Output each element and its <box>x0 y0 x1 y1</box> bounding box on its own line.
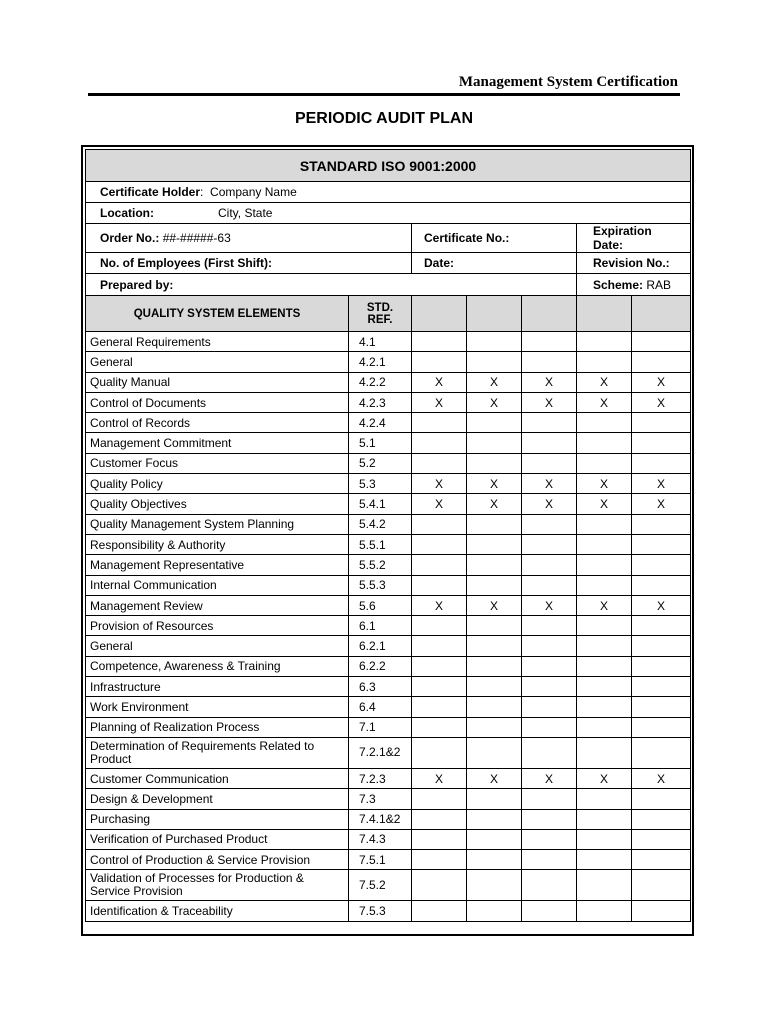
element-std-ref: 6.4 <box>349 697 412 717</box>
audit-mark-cell <box>577 789 632 809</box>
audit-mark-cell: X <box>522 494 577 514</box>
element-std-ref: 6.3 <box>349 677 412 697</box>
audit-mark-cell <box>577 809 632 829</box>
expiration-date-field: Expiration Date: <box>577 224 691 253</box>
element-std-ref: 5.5.1 <box>349 534 412 554</box>
element-std-ref: 7.5.3 <box>349 901 412 921</box>
audit-mark-cell <box>522 433 577 453</box>
table-row <box>86 809 691 829</box>
audit-mark-cell <box>467 555 522 575</box>
audit-mark-cell <box>522 850 577 870</box>
element-name: General Requirements <box>86 332 349 352</box>
element-name: Management Commitment <box>86 433 349 453</box>
audit-mark-cell <box>632 534 691 554</box>
column-header-audit-4 <box>577 296 632 332</box>
audit-mark-cell <box>632 697 691 717</box>
location-field <box>86 203 691 224</box>
element-name: Control of Production & Service Provision <box>86 850 349 870</box>
element-std-ref: 5.1 <box>349 433 412 453</box>
audit-mark-cell <box>412 829 467 849</box>
element-name: Responsibility & Authority <box>86 534 349 554</box>
audit-mark-cell <box>632 677 691 697</box>
audit-mark-cell <box>577 737 632 768</box>
table-row <box>86 870 691 901</box>
audit-mark-cell <box>467 850 522 870</box>
element-name: Quality Policy <box>86 474 349 494</box>
element-name: Quality Objectives <box>86 494 349 514</box>
audit-mark-cell <box>467 697 522 717</box>
audit-mark-cell: X <box>632 768 691 788</box>
audit-mark-cell <box>632 514 691 534</box>
element-std-ref: 5.3 <box>349 474 412 494</box>
audit-mark-cell <box>577 575 632 595</box>
element-name: General <box>86 636 349 656</box>
audit-mark-cell <box>632 413 691 433</box>
element-name: Quality Manual <box>86 372 349 392</box>
element-name: Verification of Purchased Product <box>86 829 349 849</box>
audit-mark-cell <box>412 636 467 656</box>
element-std-ref: 7.4.3 <box>349 829 412 849</box>
element-std-ref: 5.5.2 <box>349 555 412 575</box>
scheme-label: Scheme: <box>593 277 644 292</box>
audit-mark-cell: X <box>522 595 577 615</box>
audit-mark-cell: X <box>577 494 632 514</box>
audit-mark-cell <box>522 453 577 473</box>
standard-heading: STANDARD ISO 9001:2000 <box>86 150 691 182</box>
audit-mark-cell: X <box>522 768 577 788</box>
element-name: Competence, Awareness & Training <box>86 656 349 676</box>
audit-mark-cell <box>467 656 522 676</box>
revision-no-field: Revision No.: <box>577 253 691 274</box>
table-row <box>86 575 691 595</box>
audit-mark-cell <box>522 901 577 921</box>
audit-mark-cell: X <box>632 494 691 514</box>
audit-mark-cell <box>467 616 522 636</box>
audit-mark-cell <box>412 575 467 595</box>
audit-mark-cell <box>522 514 577 534</box>
table-row <box>86 616 691 636</box>
audit-mark-cell <box>467 332 522 352</box>
element-name: Internal Communication <box>86 575 349 595</box>
audit-mark-cell <box>522 352 577 372</box>
table-row <box>86 474 691 494</box>
element-std-ref: 7.3 <box>349 789 412 809</box>
audit-mark-cell <box>412 809 467 829</box>
element-std-ref: 6.2.2 <box>349 656 412 676</box>
audit-mark-cell <box>577 352 632 372</box>
element-name: General <box>86 352 349 372</box>
audit-mark-cell <box>412 413 467 433</box>
element-std-ref: 6.2.1 <box>349 636 412 656</box>
audit-plan-table <box>85 149 691 922</box>
audit-mark-cell <box>522 829 577 849</box>
column-header-elements: QUALITY SYSTEM ELEMENTS <box>86 296 349 332</box>
audit-mark-cell <box>522 332 577 352</box>
audit-mark-cell <box>632 575 691 595</box>
audit-mark-cell: X <box>522 392 577 412</box>
audit-mark-cell: X <box>467 768 522 788</box>
date-field: Date: <box>412 253 577 274</box>
table-row <box>86 352 691 372</box>
element-name: Management Review <box>86 595 349 615</box>
audit-mark-cell <box>412 534 467 554</box>
audit-mark-cell <box>632 737 691 768</box>
element-name: Customer Focus <box>86 453 349 473</box>
audit-mark-cell <box>467 534 522 554</box>
scheme-field <box>577 274 691 296</box>
audit-mark-cell: X <box>577 595 632 615</box>
audit-mark-cell <box>577 555 632 575</box>
audit-mark-cell: X <box>632 474 691 494</box>
table-row <box>86 494 691 514</box>
audit-mark-cell <box>412 616 467 636</box>
company-line: Management System Certification <box>458 74 678 90</box>
audit-mark-cell <box>412 555 467 575</box>
audit-mark-cell <box>467 809 522 829</box>
element-std-ref: 5.2 <box>349 453 412 473</box>
document-title: PERIODIC AUDIT PLAN <box>294 110 474 127</box>
audit-mark-cell <box>412 352 467 372</box>
table-row <box>86 656 691 676</box>
audit-mark-cell <box>467 352 522 372</box>
audit-mark-cell: X <box>467 595 522 615</box>
audit-mark-cell <box>522 534 577 554</box>
audit-mark-cell: X <box>577 392 632 412</box>
audit-mark-cell <box>412 514 467 534</box>
audit-mark-cell: X <box>412 392 467 412</box>
element-std-ref: 5.6 <box>349 595 412 615</box>
element-std-ref: 4.2.1 <box>349 352 412 372</box>
audit-mark-cell <box>467 453 522 473</box>
audit-mark-cell <box>467 636 522 656</box>
element-name: Customer Communication <box>86 768 349 788</box>
audit-mark-cell <box>522 809 577 829</box>
element-name: Quality Management System Planning <box>86 514 349 534</box>
audit-mark-cell <box>632 850 691 870</box>
audit-mark-cell <box>467 870 522 901</box>
element-name: Identification & Traceability <box>86 901 349 921</box>
audit-mark-cell <box>632 352 691 372</box>
audit-mark-cell <box>632 332 691 352</box>
audit-mark-cell <box>467 789 522 809</box>
table-row <box>86 534 691 554</box>
audit-mark-cell: X <box>467 494 522 514</box>
audit-mark-cell <box>467 514 522 534</box>
table-row <box>86 433 691 453</box>
audit-mark-cell: X <box>412 474 467 494</box>
audit-mark-cell <box>412 656 467 676</box>
audit-mark-cell <box>522 697 577 717</box>
audit-mark-cell: X <box>577 474 632 494</box>
std-label: STD. <box>366 301 394 314</box>
audit-mark-cell <box>577 717 632 737</box>
audit-mark-cell <box>522 575 577 595</box>
audit-mark-cell <box>577 534 632 554</box>
element-std-ref: 7.4.1&2 <box>349 809 412 829</box>
employees-field: No. of Employees (First Shift): <box>86 253 412 274</box>
audit-mark-cell <box>577 636 632 656</box>
column-header-std-ref <box>349 296 412 332</box>
audit-mark-cell <box>522 616 577 636</box>
audit-mark-cell <box>467 737 522 768</box>
element-std-ref: 7.1 <box>349 717 412 737</box>
audit-mark-cell <box>632 555 691 575</box>
header-rule <box>88 93 680 96</box>
table-row <box>86 413 691 433</box>
table-row <box>86 697 691 717</box>
audit-mark-cell <box>632 717 691 737</box>
audit-mark-cell: X <box>467 474 522 494</box>
table-row <box>86 677 691 697</box>
element-name: Determination of Requirements Related to Product <box>86 737 349 768</box>
audit-mark-cell: X <box>632 392 691 412</box>
audit-mark-cell <box>467 677 522 697</box>
element-name: Management Representative <box>86 555 349 575</box>
element-std-ref: 7.5.1 <box>349 850 412 870</box>
audit-mark-cell <box>577 677 632 697</box>
audit-mark-cell <box>522 789 577 809</box>
audit-mark-cell <box>577 697 632 717</box>
table-row <box>86 829 691 849</box>
audit-mark-cell <box>522 677 577 697</box>
audit-mark-cell: X <box>577 372 632 392</box>
audit-mark-cell <box>577 413 632 433</box>
audit-mark-cell <box>632 453 691 473</box>
audit-mark-cell: X <box>412 595 467 615</box>
table-row <box>86 768 691 788</box>
element-std-ref: 5.5.3 <box>349 575 412 595</box>
audit-mark-cell <box>467 901 522 921</box>
audit-mark-cell <box>412 850 467 870</box>
table-row <box>86 372 691 392</box>
audit-mark-cell <box>577 829 632 849</box>
audit-mark-cell <box>522 413 577 433</box>
audit-mark-cell: X <box>467 372 522 392</box>
order-value: ##-#####-63 <box>162 231 231 245</box>
audit-mark-cell <box>412 697 467 717</box>
audit-mark-cell <box>412 901 467 921</box>
audit-mark-cell: X <box>522 474 577 494</box>
audit-mark-cell <box>632 433 691 453</box>
audit-mark-cell <box>467 575 522 595</box>
column-header-audit-1 <box>412 296 467 332</box>
audit-mark-cell <box>467 413 522 433</box>
element-std-ref: 4.2.4 <box>349 413 412 433</box>
audit-mark-cell <box>412 677 467 697</box>
audit-mark-cell: X <box>467 392 522 412</box>
audit-mark-cell <box>412 332 467 352</box>
element-name: Control of Documents <box>86 392 349 412</box>
audit-mark-cell: X <box>522 372 577 392</box>
certificate-holder-value: Company Name <box>210 185 297 199</box>
order-field <box>86 224 412 253</box>
table-row <box>86 514 691 534</box>
element-std-ref: 7.2.3 <box>349 768 412 788</box>
audit-mark-cell <box>632 616 691 636</box>
table-row <box>86 555 691 575</box>
audit-mark-cell <box>577 514 632 534</box>
element-std-ref: 7.5.2 <box>349 870 412 901</box>
certificate-no-field: Certificate No.: <box>412 224 577 253</box>
location-value: City, State <box>218 206 273 220</box>
audit-mark-cell <box>522 870 577 901</box>
element-std-ref: 4.2.3 <box>349 392 412 412</box>
audit-mark-cell <box>632 829 691 849</box>
table-row <box>86 392 691 412</box>
location-label: Location: <box>100 206 154 220</box>
audit-mark-cell <box>632 789 691 809</box>
ref-label: REF. <box>367 313 393 326</box>
table-row <box>86 595 691 615</box>
audit-mark-cell <box>412 789 467 809</box>
audit-mark-cell <box>522 555 577 575</box>
audit-mark-cell <box>412 870 467 901</box>
table-row <box>86 789 691 809</box>
audit-mark-cell: X <box>577 768 632 788</box>
audit-mark-cell <box>577 332 632 352</box>
audit-plan-form <box>81 145 694 936</box>
audit-mark-cell <box>522 717 577 737</box>
audit-mark-cell <box>577 656 632 676</box>
element-std-ref: 4.2.2 <box>349 372 412 392</box>
column-header-audit-3 <box>522 296 577 332</box>
audit-mark-cell: X <box>412 494 467 514</box>
audit-mark-cell <box>467 433 522 453</box>
element-std-ref: 4.1 <box>349 332 412 352</box>
element-name: Design & Development <box>86 789 349 809</box>
audit-mark-cell <box>522 737 577 768</box>
audit-mark-cell <box>467 829 522 849</box>
table-row <box>86 737 691 768</box>
table-row <box>86 332 691 352</box>
audit-mark-cell: X <box>412 372 467 392</box>
audit-mark-cell <box>577 616 632 636</box>
element-name: Validation of Processes for Production & Service Provision <box>86 870 349 901</box>
audit-mark-cell <box>412 737 467 768</box>
audit-mark-cell <box>632 656 691 676</box>
element-name: Work Environment <box>86 697 349 717</box>
element-name: Provision of Resources <box>86 616 349 636</box>
audit-mark-cell <box>632 901 691 921</box>
element-name: Infrastructure <box>86 677 349 697</box>
audit-mark-cell <box>522 656 577 676</box>
audit-mark-cell <box>577 901 632 921</box>
audit-mark-cell <box>412 717 467 737</box>
audit-mark-cell <box>412 453 467 473</box>
certificate-holder-field: Certificate Holder: Company Name <box>86 182 691 203</box>
table-row <box>86 850 691 870</box>
audit-mark-cell <box>577 433 632 453</box>
audit-mark-cell: X <box>632 595 691 615</box>
prepared-by-field: Prepared by: <box>86 274 577 296</box>
order-label: Order No.: <box>100 231 160 245</box>
audit-mark-cell <box>412 433 467 453</box>
table-row <box>86 717 691 737</box>
certificate-holder-label: Certificate Holder <box>100 185 201 199</box>
audit-mark-cell: X <box>412 768 467 788</box>
audit-mark-cell: X <box>632 372 691 392</box>
audit-mark-cell <box>577 453 632 473</box>
table-row <box>86 636 691 656</box>
audit-mark-cell <box>632 809 691 829</box>
element-std-ref: 5.4.1 <box>349 494 412 514</box>
audit-mark-cell <box>467 717 522 737</box>
column-header-audit-2 <box>467 296 522 332</box>
element-std-ref: 5.4.2 <box>349 514 412 534</box>
column-header-audit-5 <box>632 296 691 332</box>
audit-mark-cell <box>577 870 632 901</box>
element-name: Purchasing <box>86 809 349 829</box>
element-std-ref: 7.2.1&2 <box>349 737 412 768</box>
table-row <box>86 453 691 473</box>
table-row <box>86 901 691 921</box>
element-std-ref: 6.1 <box>349 616 412 636</box>
audit-mark-cell <box>632 870 691 901</box>
audit-mark-cell <box>577 850 632 870</box>
element-name: Planning of Realization Process <box>86 717 349 737</box>
element-name: Control of Records <box>86 413 349 433</box>
scheme-value: RAB <box>646 277 672 292</box>
audit-mark-cell <box>632 636 691 656</box>
audit-mark-cell <box>522 636 577 656</box>
